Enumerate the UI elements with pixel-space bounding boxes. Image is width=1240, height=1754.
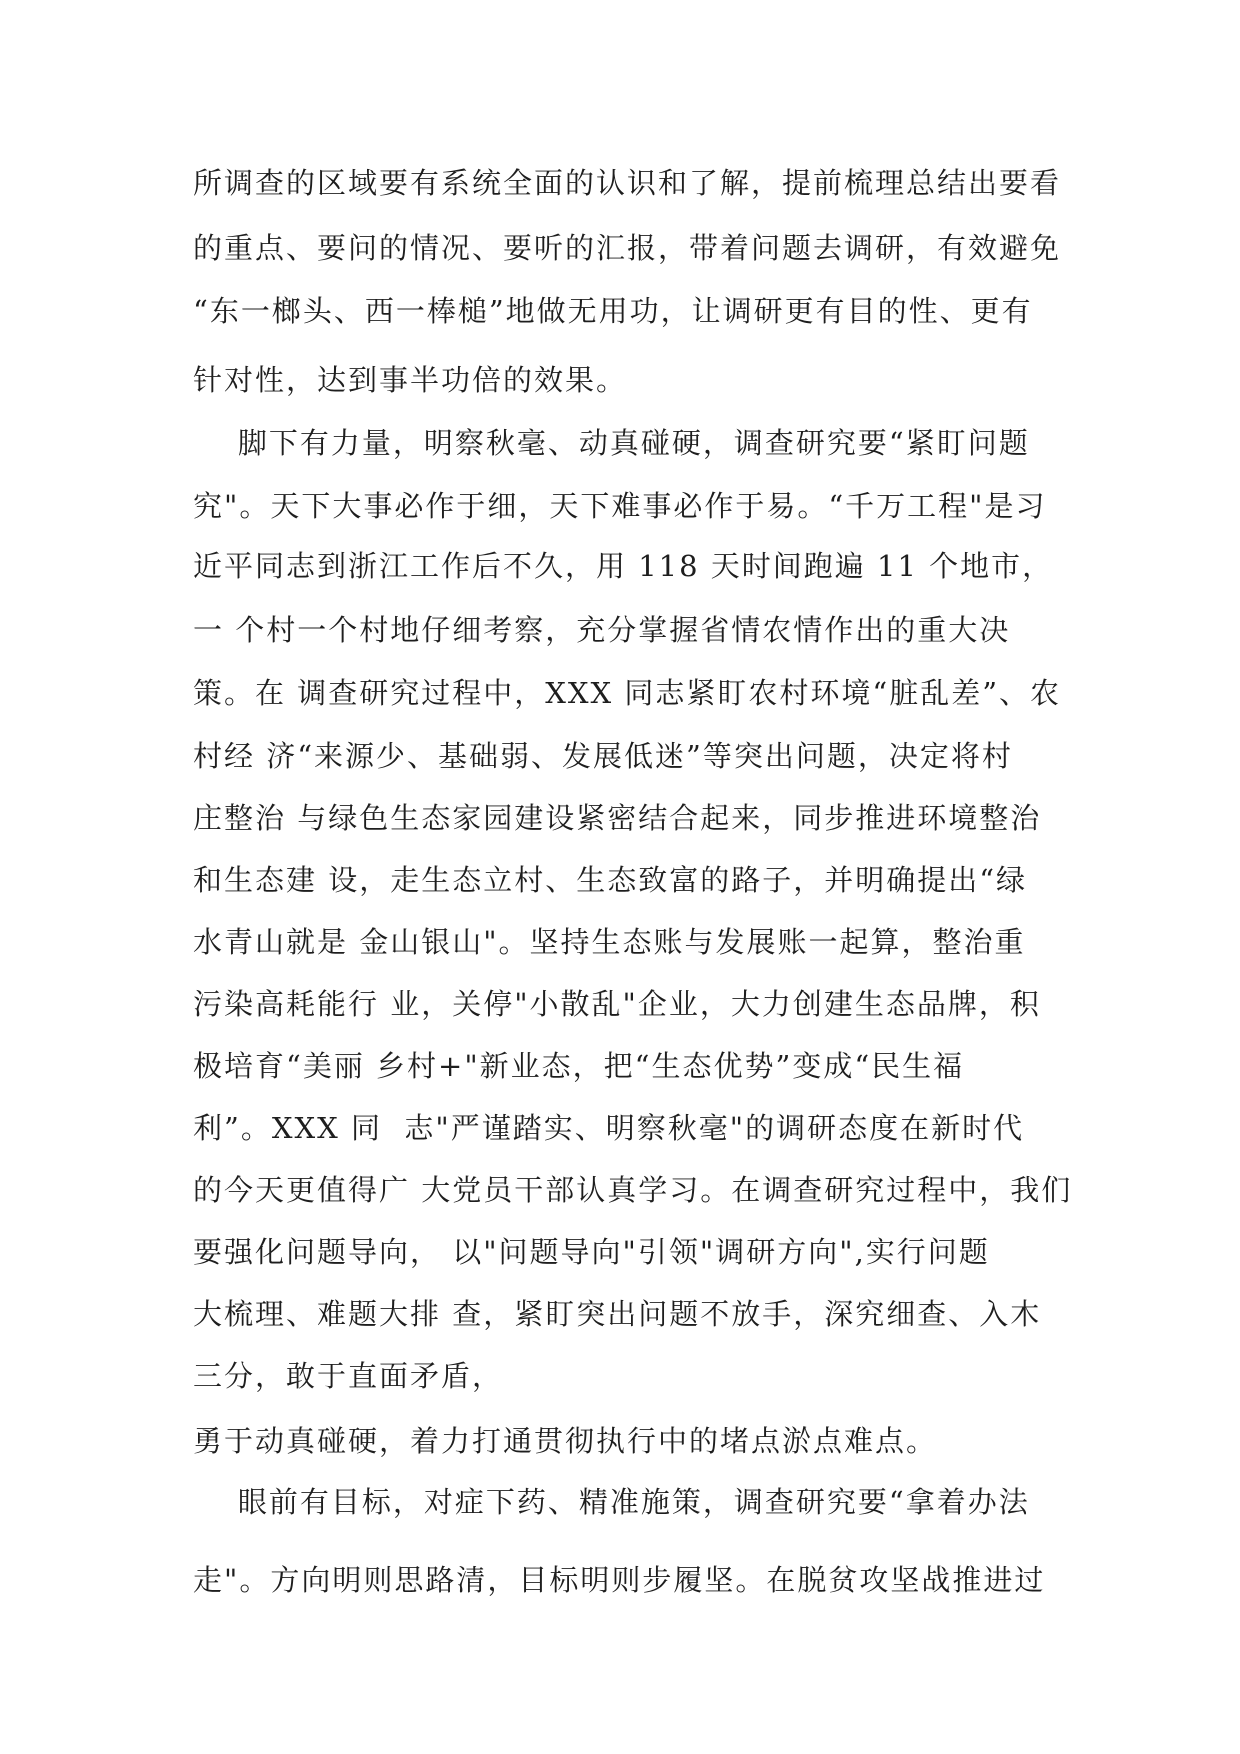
- text-line: 大梳理、难题大排 查，紧盯突出问题不放手，深究细查、入木: [193, 1297, 1042, 1331]
- text-line: 利”。XXX 同 志"严谨踏实、明察秋毫"的调研态度在新时代: [193, 1111, 1025, 1145]
- text-line: 策。在 调查研究过程中，XXX 同志紧盯农村环境“脏乱差”、农: [193, 676, 1062, 710]
- text-line: 污染高耗能行 业，关停"小散乱"企业，大力创建生态品牌，积: [193, 987, 1041, 1021]
- text-line: 脚下有力量，明察秋毫、动真碰硬，调查研究要“紧盯问题: [193, 426, 1030, 460]
- text-line: 所调查的区域要有系统全面的认识和了解，提前梳理总结出要看: [193, 166, 1062, 200]
- text-line: 的今天更值得广 大党员干部认真学习。在调查研究过程中，我们: [193, 1173, 1073, 1207]
- text-line: “东一榔头、西一棒槌”地做无用功，让调研更有目的性、更有: [193, 294, 1033, 328]
- text-line: 究"。天下大事必作于细，天下难事必作于易。“千万工程"是习: [193, 489, 1047, 523]
- text-line: 极培育“美丽 乡村+"新业态，把“生态优势”变成“民生福: [193, 1049, 965, 1083]
- text-line: 近平同志到浙江工作后不久，用 118 天时间跑遍 11 个地市，: [193, 549, 1054, 583]
- text-line: 一 个村一个村地仔细考察，充分掌握省情农情作出的重大决: [193, 613, 1011, 647]
- text-line: 要强化问题导向， 以"问题导向"引领"调研方向",实行问题: [193, 1235, 990, 1269]
- text-line: 勇于动真碰硬，着力打通贯彻执行中的堵点淤点难点。: [193, 1424, 938, 1458]
- text-line: 走"。方向明则思路清，目标明则步履坚。在脱贫攻坚战推进过: [193, 1563, 1046, 1597]
- text-line: 水青山就是 金山银山"。坚持生态账与发展账一起算，整治重: [193, 925, 1026, 959]
- text-line: 眼前有目标，对症下药、精准施策，调查研究要“拿着办法: [193, 1485, 1030, 1519]
- text-line: 三分，敢于直面矛盾，: [193, 1359, 504, 1393]
- text-line: 针对性，达到事半功倍的效果。: [193, 363, 628, 397]
- text-line: 和生态建 设，走生态立村、生态致富的路子，并明确提出“绿: [193, 863, 1028, 897]
- text-line: 的重点、要问的情况、要听的汇报，带着问题去调研，有效避免: [193, 231, 1062, 265]
- text-line: 庄整治 与绿色生态家园建设紧密结合起来，同步推进环境整治: [193, 801, 1042, 835]
- text-line: 村经 济“来源少、基础弱、发展低迷”等突出问题，决定将村: [193, 739, 1013, 773]
